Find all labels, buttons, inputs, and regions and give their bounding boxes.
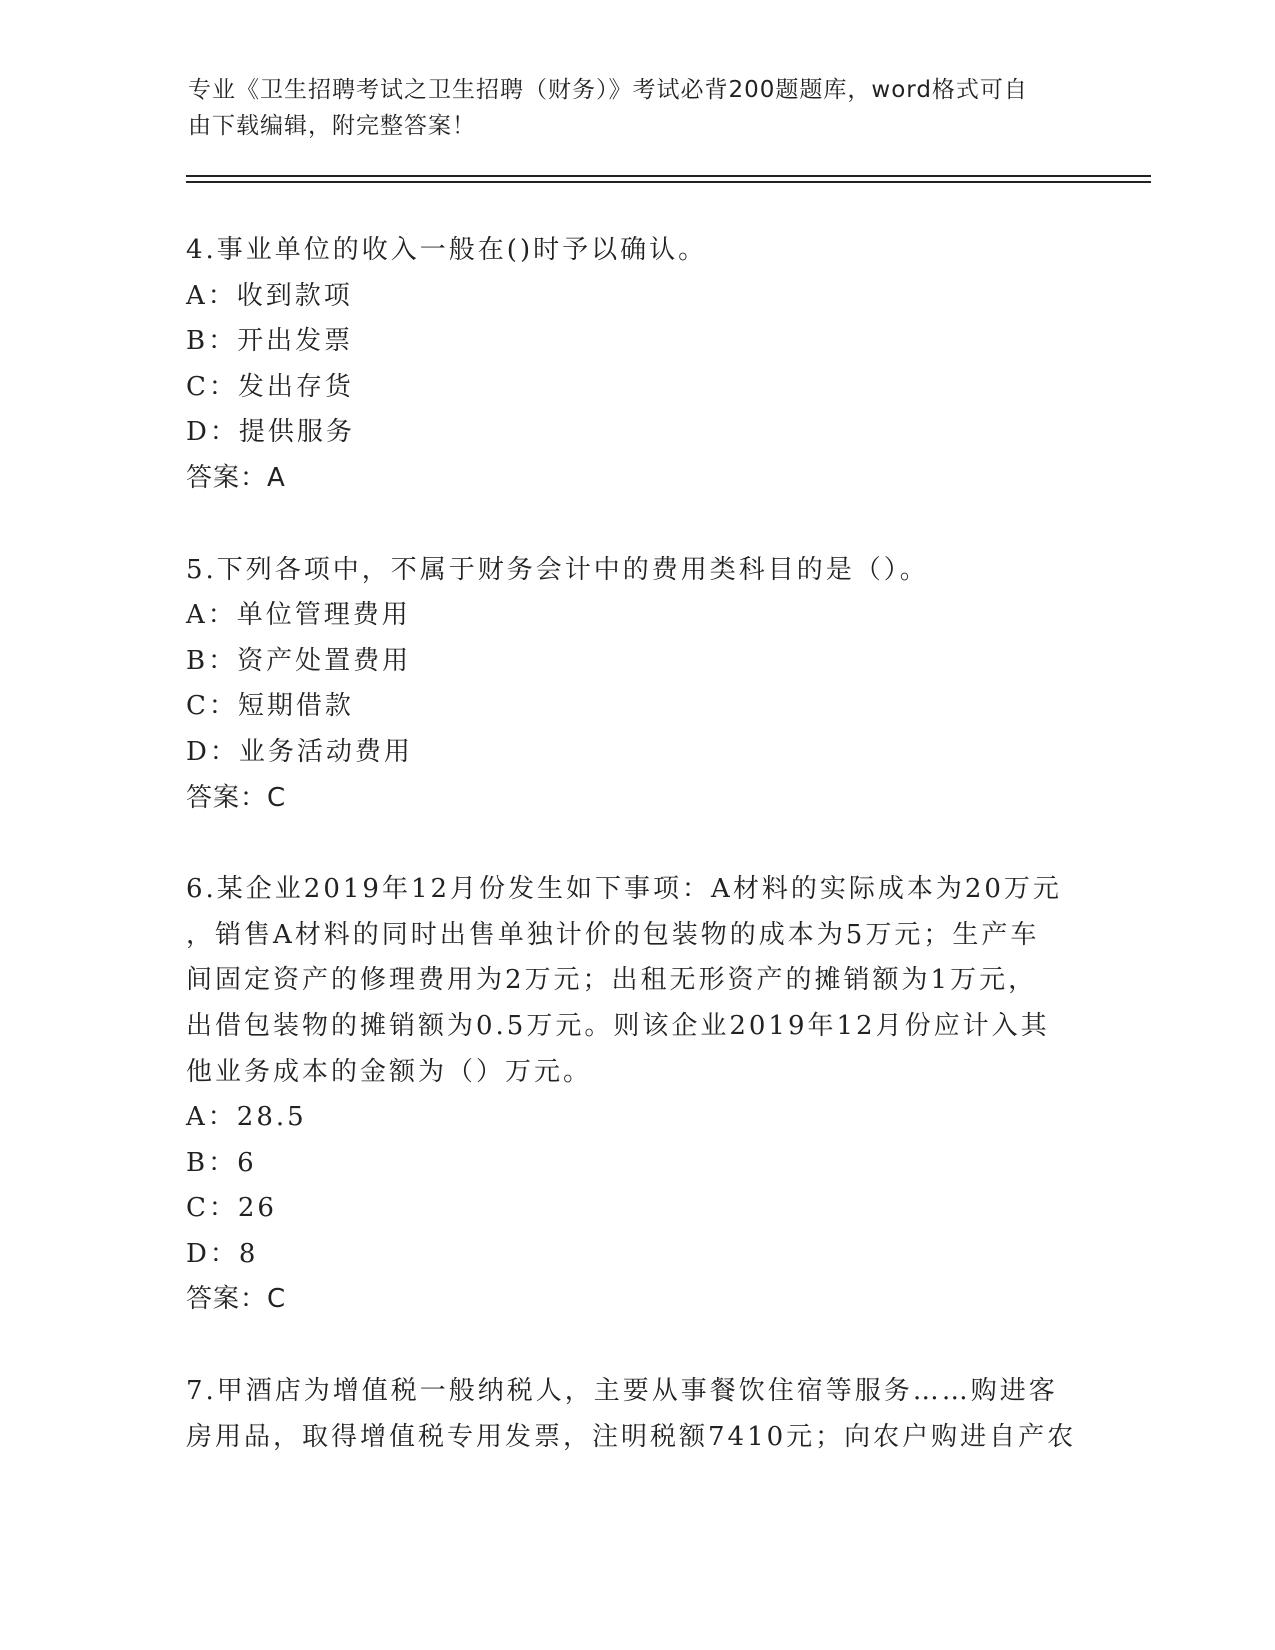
question-gap	[186, 1323, 1066, 1369]
question-item	[186, 228, 1066, 502]
question-stem-line: 间固定资产的修理费用为2万元；出租无形资产的摊销额为1万元，	[186, 965, 1038, 996]
option-b: B：资产处置费用	[186, 645, 412, 676]
question-stem-line: 他业务成本的金额为（）万元。	[186, 1056, 593, 1087]
question-list	[186, 228, 1077, 1460]
option-d: D：8	[186, 1238, 259, 1269]
question-stem-line: ，销售A材料的同时出售单独计价的包装物的成本为5万元；生产车	[186, 919, 1040, 950]
option-c: C：26	[186, 1193, 277, 1224]
header-line-2: 由下载编辑，附完整答案！	[188, 113, 476, 139]
question-stem-line: 出借包装物的摊销额为0.5万元。则该企业2019年12月份应计入其	[186, 1010, 1050, 1041]
option-a: A：28.5	[186, 1102, 307, 1133]
header-divider-bottom	[186, 181, 1151, 183]
document-header	[188, 72, 1068, 144]
header-divider-top	[186, 175, 1151, 177]
question-stem-line: 房用品，取得增值税专用发票，注明税额7410元；向农户购进自产农	[186, 1421, 1077, 1452]
question-item	[186, 867, 1066, 1323]
question-gap	[186, 502, 1066, 548]
answer-line: 答案：C	[186, 1284, 287, 1315]
question-gap	[186, 821, 1066, 867]
question-stem: 5.下列各项中，不属于财务会计中的费用类科目的是（）。	[186, 554, 929, 585]
option-a: A：单位管理费用	[186, 600, 411, 631]
option-c: C：发出存货	[186, 371, 354, 402]
question-stem: 4.事业单位的收入一般在()时予以确认。	[186, 235, 708, 265]
header-line-1: 专业《卫生招聘考试之卫生招聘（财务）》考试必背200题题库，word格式可自	[188, 77, 1028, 103]
option-d: D：业务活动费用	[186, 736, 413, 767]
question-stem-line: 6.某企业2019年12月份发生如下事项：A材料的实际成本为20万元	[186, 874, 1062, 905]
question-stem-line: 7.甲酒店为增值税一般纳税人，主要从事餐饮住宿等服务……购进客	[186, 1376, 1058, 1407]
answer-line: 答案：C	[186, 782, 287, 813]
option-c: C：短期借款	[186, 691, 354, 722]
option-a: A：收到款项	[186, 280, 353, 311]
option-d: D：提供服务	[186, 417, 355, 448]
option-b: B：开出发票	[186, 326, 354, 357]
answer-line: 答案：A	[186, 462, 286, 493]
question-item	[186, 548, 1066, 822]
question-item	[186, 1369, 1077, 1460]
option-b: B：6	[186, 1147, 257, 1178]
